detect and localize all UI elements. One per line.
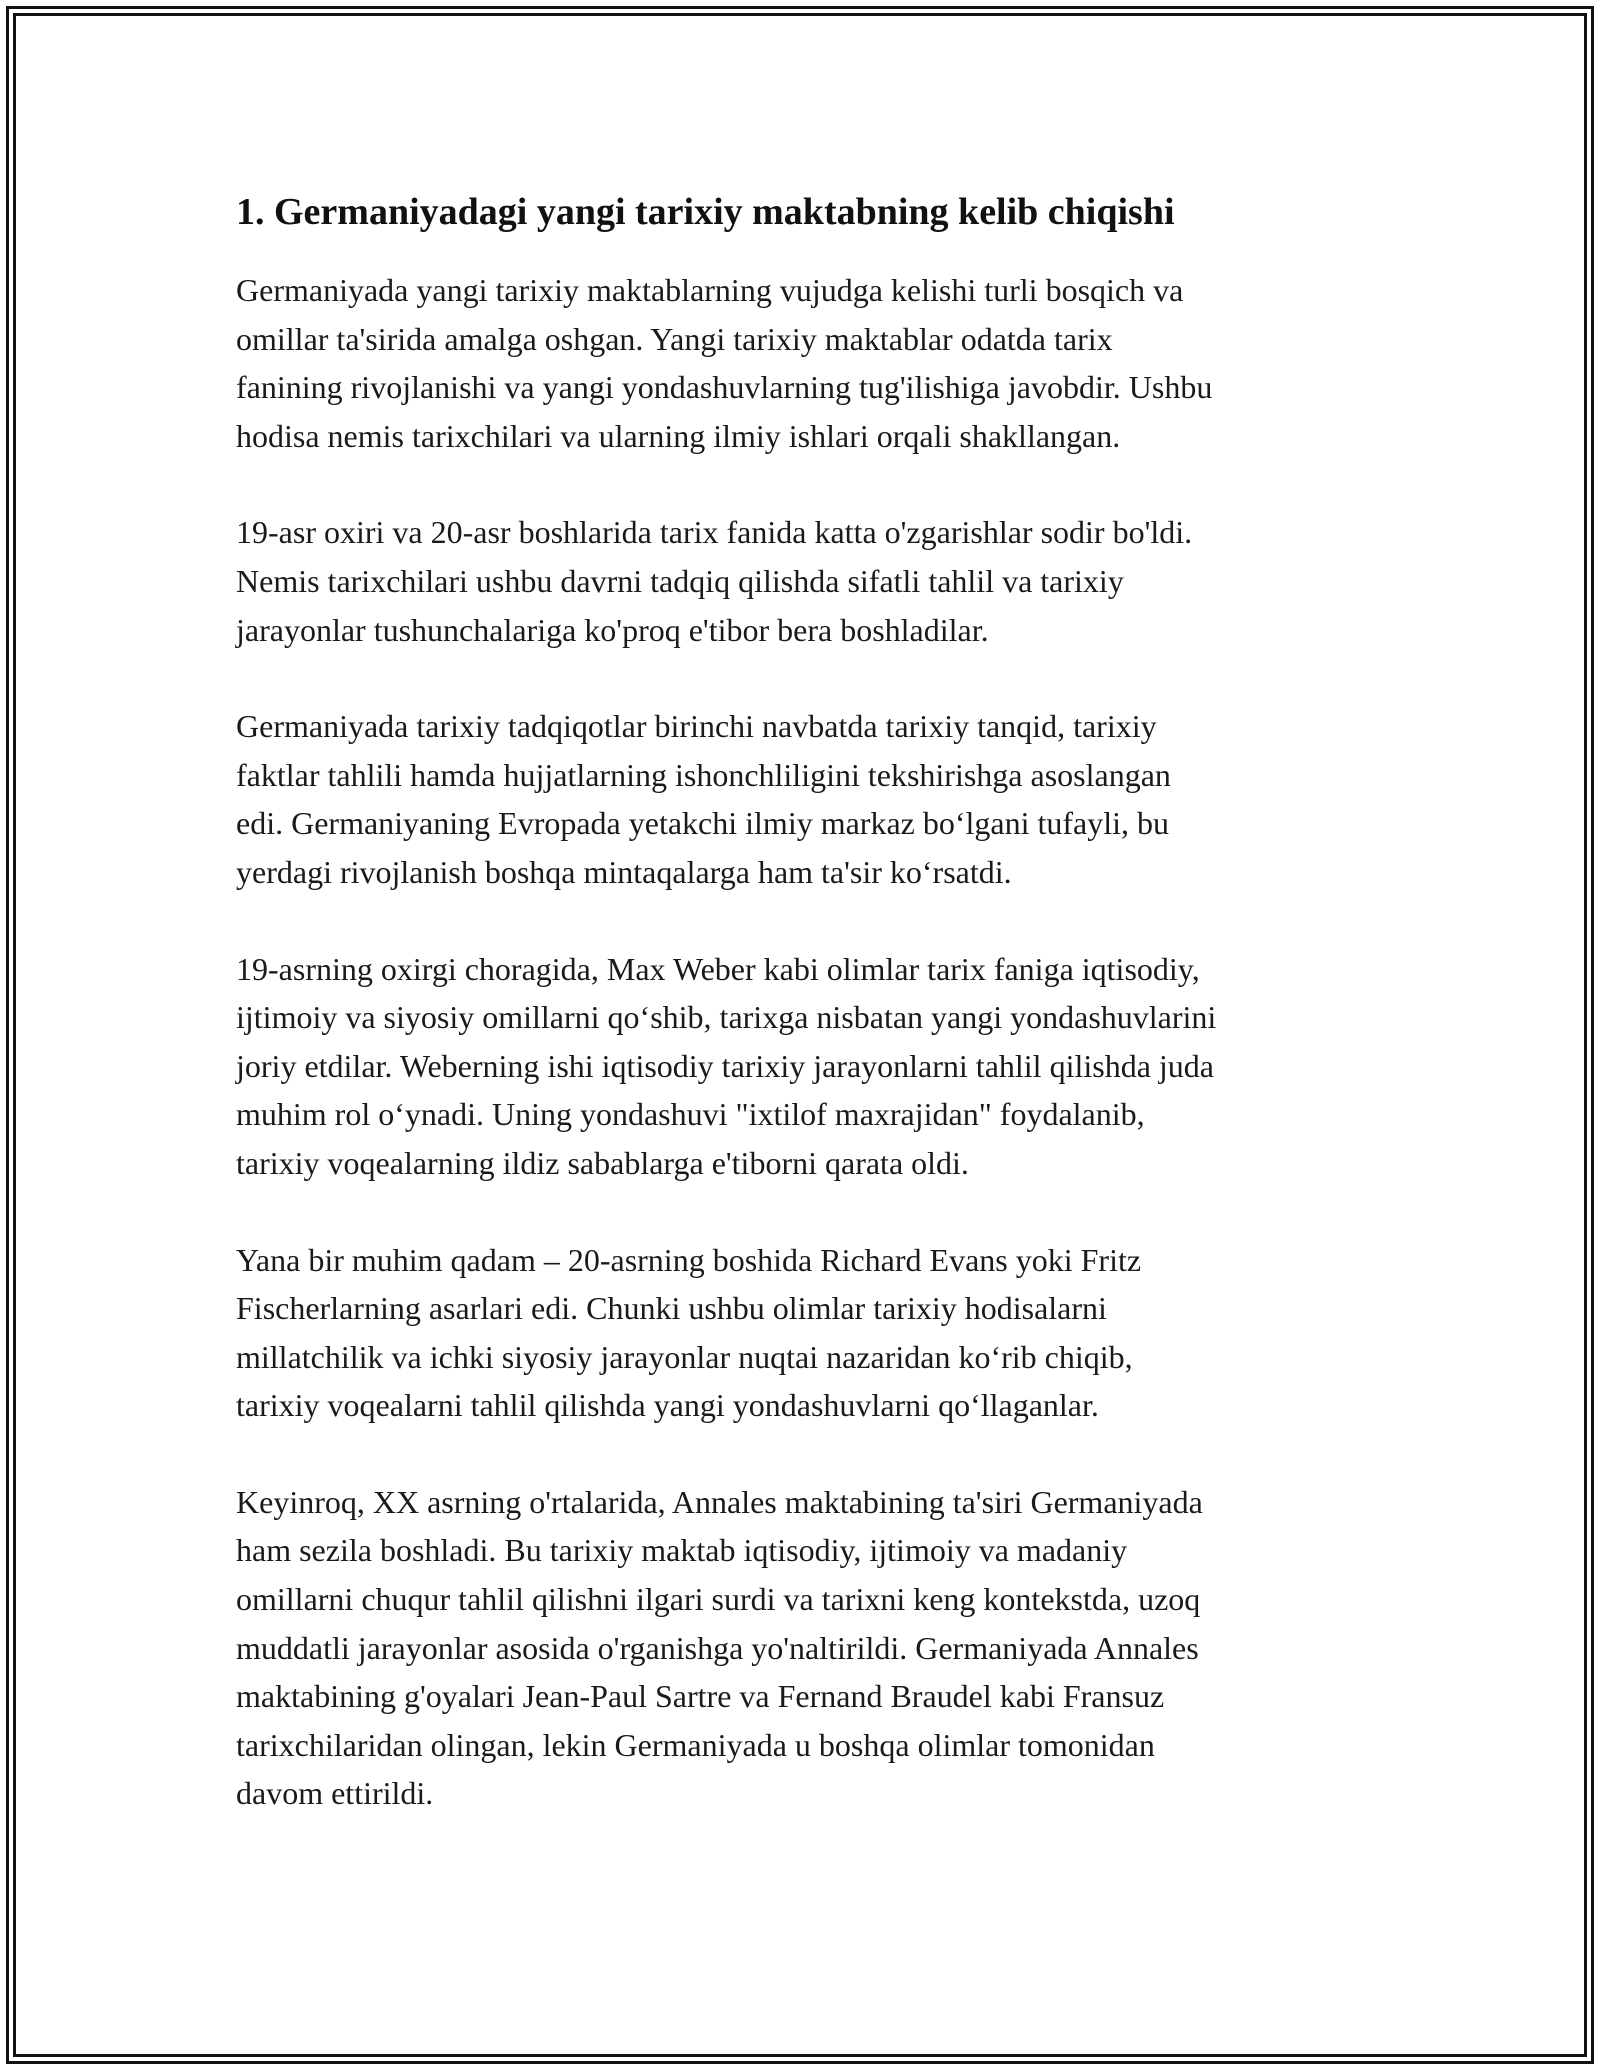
- text-line: Germaniyada tarixiy tadqiqotlar birinchi navbatda tarixiy tanqid, tarixiy: [236, 708, 1157, 745]
- text-line: edi. Germaniyaning Evropada yetakchi ilmiy markaz bo‘lgani tufayli, bu: [236, 805, 1170, 842]
- text-line: yerdagi rivojlanish boshqa mintaqalarga ham ta'sir ko‘rsatdi.: [236, 853, 1012, 890]
- text-line: muddatli jarayonlar asosida o'rganishga yo'naltirildi. Germaniyada Annales: [236, 1629, 1199, 1666]
- text-line: tarixiy voqealarning ildiz sabablarga e'tiborni qarata oldi.: [236, 1144, 969, 1181]
- text-line: fanining rivojlanishi va yangi yondashuvlarning tug'ilishiga javobdir. Ushbu: [236, 369, 1213, 406]
- paragraph: [236, 702, 1386, 896]
- paragraph: [236, 1478, 1386, 1818]
- text-line: ijtimoiy va siyosiy omillarni qo‘shib, tarixga nisbatan yangi yondashuvlarini: [236, 999, 1217, 1036]
- section-heading: 1. Germaniyadagi yangi tarixiy maktabning kelib chiqishi: [236, 191, 1175, 233]
- paragraph: [236, 266, 1386, 460]
- paragraph: [236, 508, 1386, 654]
- text-line: ham sezila boshladi. Bu tarixiy maktab iqtisodiy, ijtimoiy va madaniy: [236, 1532, 1128, 1569]
- text-line: Nemis tarixchilari ushbu davrni tadqiq qilishda sifatli tahlil va tarixiy: [236, 562, 1124, 599]
- paragraph: [236, 945, 1386, 1188]
- text-line: hodisa nemis tarixchilari va ularning ilmiy ishlari orqali shakllangan.: [236, 417, 1121, 454]
- text-line: maktabining g'oyalari Jean-Paul Sartre va Fernand Braudel kabi Fransuz: [236, 1678, 1165, 1715]
- text-line: omillarni chuqur tahlil qilishni ilgari surdi va tarixni keng kontekstda, uzoq: [236, 1581, 1201, 1618]
- text-line: omillar ta'sirida amalga oshgan. Yangi tarixiy maktablar odatda tarix: [236, 320, 1113, 357]
- text-line: Yana bir muhim qadam – 20-asrning boshida Richard Evans yoki Fritz: [236, 1241, 1142, 1278]
- text-line: millatchilik va ichki siyosiy jarayonlar nuqtai nazaridan ko‘rib chiqib,: [236, 1338, 1133, 1375]
- text-line: 19-asr oxiri va 20-asr boshlarida tarix fanida katta o'zgarishlar sodir bo'ldi.: [236, 514, 1193, 551]
- text-line: davom ettirildi.: [236, 1775, 434, 1812]
- text-line: jarayonlar tushunchalariga ko'proq e'tibor bera boshladilar.: [236, 611, 989, 648]
- paragraph-list: [236, 266, 1386, 1818]
- text-line: Keyinroq, XX asrning o'rtalarida, Annales maktabining ta'siri Germaniyada: [236, 1483, 1203, 1520]
- text-line: muhim rol o‘ynadi. Uning yondashuvi "ixtilof maxrajidan" foydalanib,: [236, 1096, 1145, 1133]
- text-line: faktlar tahlili hamda hujjatlarning ishonchliligini tekshirishga asoslangan: [236, 756, 1171, 793]
- text-line: tarixiy voqealarni tahlil qilishda yangi yondashuvlarni qo‘llaganlar.: [236, 1387, 1099, 1424]
- text-line: Germaniyada yangi tarixiy maktablarning vujudga kelishi turli bosqich va: [236, 272, 1184, 308]
- text-line: Fischerlarning asarlari edi. Chunki ushbu olimlar tarixiy hodisalarni: [236, 1290, 1107, 1327]
- paragraph: [236, 1236, 1386, 1430]
- text-line: joriy etdilar. Weberning ishi iqtisodiy tarixiy jarayonlarni tahlil qilishda juda: [236, 1047, 1214, 1084]
- text-line: tarixchilaridan olingan, lekin Germaniyada u boshqa olimlar tomonidan: [236, 1726, 1155, 1763]
- text-line: 19-asrning oxirgi choragida, Max Weber kabi olimlar tarix faniga iqtisodiy,: [236, 950, 1200, 987]
- document-body: [236, 186, 1386, 1866]
